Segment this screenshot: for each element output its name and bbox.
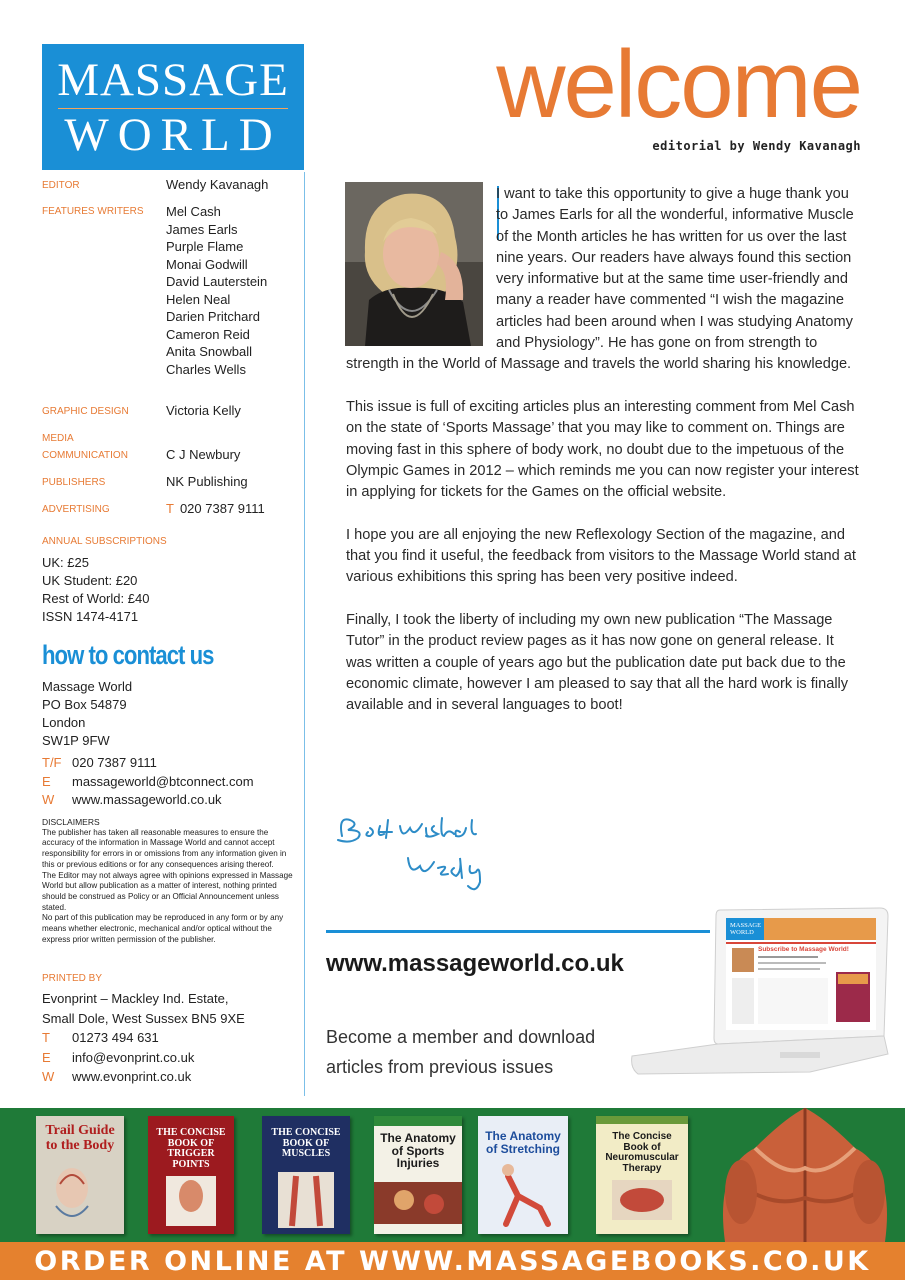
printer-address: Small Dole, West Sussex BN5 9XE [42,1010,245,1026]
address-line: SW1P 9FW [42,733,110,748]
muscle-anatomy-image [705,1108,905,1242]
printer-phone: 01273 494 631 [72,1030,159,1045]
phone-prefix: T [42,1030,50,1045]
advertising-phone [166,501,265,516]
printer-web-link[interactable]: www.evonprint.co.uk [72,1069,192,1084]
editorial-article [346,184,862,738]
features-list [166,203,267,378]
massage-world-logo [42,44,304,170]
contact-phone: 020 7387 9111 [72,755,157,770]
logo-line-1: MASSAGE [57,54,289,106]
book-title: The Anatomy of Stretching [485,1129,561,1156]
book-title: The Concise Book of Neuromuscular Therapy [605,1131,679,1174]
subscription-line: UK: £25 [42,555,89,570]
phone-prefix: T/F [42,755,62,770]
disclaimer-text: The publisher has taken all reasonable measures to ensure the accuracy of the information in Massage World and cannot accept responsibility for errors in or omissions from any information given in this or previous editions or for any consequences arising thereof. [42,827,287,869]
screen-heading: Subscribe to Massage World! [758,946,849,953]
photo-spacer [346,184,496,351]
column-divider [304,172,305,1096]
article-paragraph: Finally, I took the liberty of including my own new publication “The Massage Tutor” in the product review pages as it has now gone on general release. It was written a couple of years ago but the publication date put back due to the economic climate, however I am pleased to say that all the hard work is finally available and in several languages to boot! [346,611,849,714]
contact-web-link[interactable]: www.massageworld.co.uk [72,792,222,807]
book-cover[interactable] [262,1116,350,1234]
communication-label: COMMUNICATION [42,450,128,461]
printer-email-link[interactable]: info@evonprint.co.uk [72,1049,195,1065]
writer-name: Anita Snowball [166,344,252,359]
article-paragraph: This issue is full of exciting articles plus an interesting comment from Mel Cash on the state of ‘Sports Massage’ that you may like to comment on. Things are moving fast in this sphere of body work, no doubt due to the impetuous of the Olympic Games in 2012 – which reminds me you can now register your interest in applying for tickets for the Games on the official website. [346,398,859,501]
address-line: London [42,715,86,730]
writer-name: Monai Godwill [166,256,248,272]
book-title: Trail Guide to the Body [45,1123,115,1153]
writer-name: Purple Flame [166,239,244,254]
advertising-number: 020 7387 9111 [179,501,265,516]
web-prefix: W [42,792,55,807]
contact-address [42,678,132,750]
writer-name: Cameron Reid [166,326,250,342]
editor-label: EDITOR [42,180,80,191]
website-link[interactable]: www.massageworld.co.uk [326,950,624,977]
address-line: PO Box 54879 [42,697,127,712]
publishers-name: NK Publishing [166,474,248,489]
book-title: The Anatomy of Sports Injuries [380,1131,456,1171]
writer-name: Mel Cash [166,204,221,219]
book-strip [0,1108,905,1242]
handwritten-signature [330,806,530,896]
member-promo-text: Become a member and download articles from previous issues [326,1027,596,1077]
printed-by [42,972,245,1087]
book-cover[interactable] [374,1116,462,1234]
printer-address: Evonprint – Mackley Ind. Estate, [42,991,229,1006]
writer-name: Charles Wells [166,361,246,377]
disclaimers [42,817,294,945]
features-label: FEATURES WRITERS [42,206,144,217]
masthead [42,176,300,518]
book-cover[interactable] [36,1116,124,1234]
phone-prefix: T [166,501,174,516]
advertising-label: ADVERTISING [42,504,110,515]
book-cover[interactable] [478,1116,568,1234]
disclaimers-heading: DISCLAIMERS [42,817,100,827]
email-prefix: E [42,773,51,789]
email-prefix: E [42,1049,51,1065]
disclaimer-text: The Editor may not always agree with opinions expressed in Massage World but allow publication as a matter of interest, nothing printed should be construed as Policy or an Official Announcement unless stated. [42,870,293,912]
book-cover[interactable] [596,1116,688,1234]
contact-email-link[interactable]: massageworld@btconnect.com [72,773,254,789]
book-title: THE CONCISE BOOK OF MUSCLES [271,1127,341,1159]
order-online-banner[interactable]: ORDER ONLINE AT WWW.MASSAGEBOOKS.CO.UK [0,1242,905,1280]
screen-logo: MASSAGE WORLD [730,922,762,936]
byline: editorial by Wendy Kavanagh [652,139,861,153]
publishers-label: PUBLISHERS [42,477,106,488]
address-line: Massage World [42,679,133,694]
media-label: MEDIA [42,433,74,444]
laptop-image [630,906,892,1076]
contact-heading: how to contact us [42,640,214,670]
graphic-design-name: Victoria Kelly [166,403,241,418]
subscriptions-label: ANNUAL SUBSCRIPTIONS [42,536,167,547]
page-title: welcome [496,31,861,138]
writer-name: James Earls [166,221,238,237]
subscription-line: UK Student: £20 [42,573,138,588]
writer-name: Darien Pritchard [166,309,260,324]
printed-by-label: PRINTED BY [42,973,103,984]
article-paragraph: I want to take this opportunity to give a huge thank you to James Earls for all the wonderful, informative Muscle of the Month articles he has written for us over the last nine years. Our readers have always found this section very informative but at the same time user-friendly and many a reader have commented “I wish the magazine articles had been around when I was studying Anatomy and Physiology”. He has gone on from strength to strength in the World of Massage and travels the world sharing his knowledge. [346,186,854,373]
issn: ISSN 1474-4171 [42,609,139,624]
graphic-design-label: GRAPHIC DESIGN [42,406,129,417]
subscriptions [42,536,167,626]
subscription-line: Rest of World: £40 [42,591,150,606]
web-prefix: W [42,1069,55,1084]
book-cover[interactable] [148,1116,234,1234]
communication-name: C J Newbury [166,447,241,462]
writer-name: David Lauterstein [166,274,268,289]
editor-name: Wendy Kavanagh [166,177,269,192]
writer-name: Helen Neal [166,291,231,307]
disclaimer-text: No part of this publication may be reproduced in any form or by any means whether electronic, mechanical and/or optical without the express prior written permission of the publisher. [42,913,284,944]
logo-line-2: WORLD [64,109,282,161]
contact-details [42,754,254,810]
book-title: THE CONCISE BOOK OF TRIGGER POINTS [156,1127,226,1170]
article-paragraph: I hope you are all enjoying the new Reflexology Section of the magazine, and that you find it useful, the feedback from visitors to the Massage World stand at various exhibitions this spring has been very positive indeed. [346,526,856,586]
